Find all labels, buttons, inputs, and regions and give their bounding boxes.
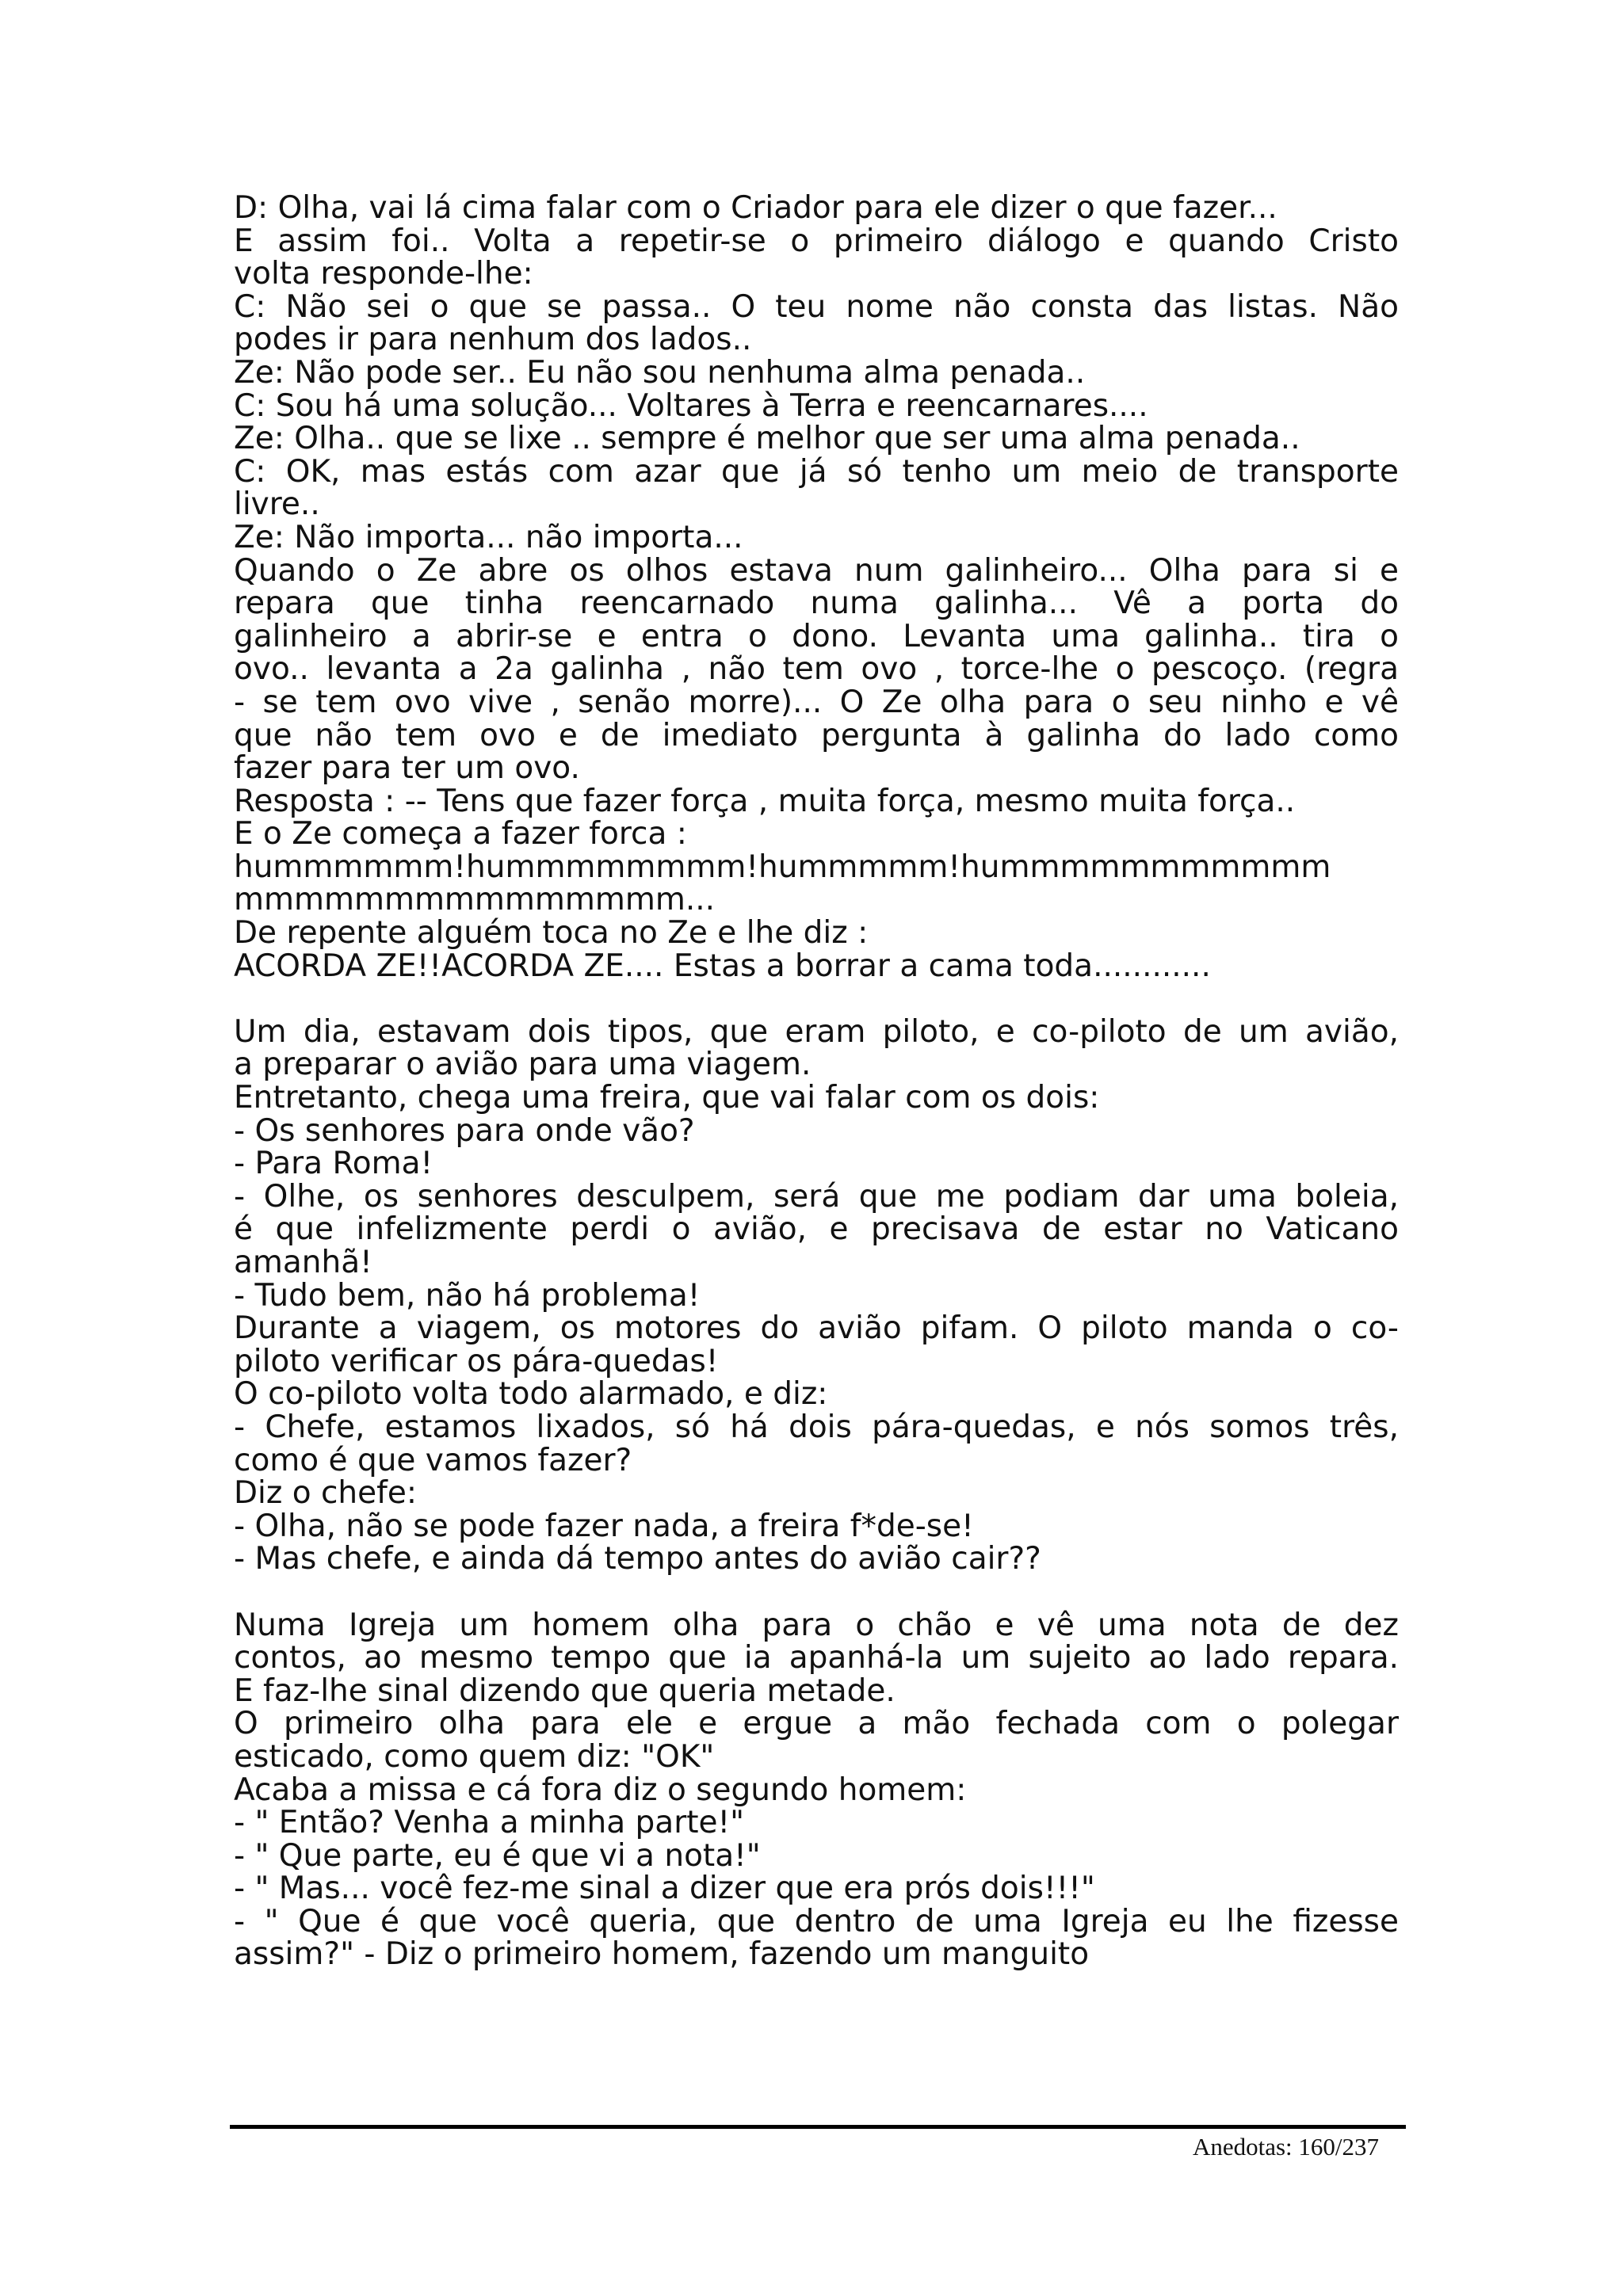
text-line: Resposta : -- Tens que fazer força , muita força, mesmo muita força.. — [234, 783, 1296, 819]
text-line: Um dia, estavam dois tipos, que eram piloto, e co-piloto de um avião, — [234, 1013, 1399, 1050]
text-line: Ze: Não pode ser.. Eu não sou nenhuma alma penada.. — [234, 354, 1086, 391]
text-line: repara que tinha reencarnado numa galinha... Vê a porta do — [234, 585, 1399, 622]
text-line: C: Não sei o que se passa.. O teu nome não consta das listas. Não — [234, 288, 1399, 325]
joke-block — [234, 1609, 1399, 1972]
text-line: ovo.. levanta a 2a galinha , não tem ovo , torce-lhe o pescoço. (regra — [234, 651, 1399, 688]
text-line: piloto verificar os pára-quedas! — [234, 1343, 719, 1379]
page-number: Anedotas: 160/237 — [1192, 2133, 1379, 2161]
text-line: assim?" - Diz o primeiro homem, fazendo um manguito — [234, 1936, 1090, 1973]
text-line: galinheiro a abrir-se e entra o dono. Levanta uma galinha.. tira o — [234, 618, 1399, 654]
text-line: hummmmmm!hummmmmmmm!hummmmm!hummmmmmmmmmm — [234, 849, 1331, 885]
paragraph-gap — [234, 1576, 1399, 1609]
text-line: Numa Igreja um homem olha para o chão e vê uma nota de dez — [234, 1607, 1399, 1643]
text-line: E assim foi.. Volta a repetir-se o primeiro diálogo e quando Cristo — [234, 223, 1399, 259]
joke-block — [234, 1013, 1399, 1577]
text-line: podes ir para nenhum dos lados.. — [234, 322, 752, 358]
text-line: - " Então? Venha a minha parte!" — [234, 1805, 745, 1841]
text-line: C: OK, mas estás com azar que já só tenho um meio de transporte — [234, 453, 1399, 490]
text-line: - Chefe, estamos lixados, só há dois pára-quedas, e nós somos três, — [234, 1409, 1399, 1445]
text-line: - " Que parte, eu é que vi a nota!" — [234, 1837, 761, 1874]
paragraph-gap — [234, 982, 1399, 1016]
text-line: fazer para ter um ovo. — [234, 750, 580, 787]
text-line: C: Sou há uma solução... Voltares à Terra e reencarnares.... — [234, 387, 1148, 424]
text-line: Durante a viagem, os motores do avião pifam. O piloto manda o co- — [234, 1310, 1399, 1347]
text-line: mmmmmmmmmmmmmmm... — [234, 882, 716, 918]
text-line: - Olhe, os senhores desculpem, será que me podiam dar uma boleia, — [234, 1178, 1399, 1215]
text-line: - se tem ovo vive , senão morre)... O Ze olha para o seu ninho e vê — [234, 684, 1399, 720]
text-line: O primeiro olha para ele e ergue a mão fechada com o polegar — [234, 1706, 1399, 1742]
text-line: D: Olha, vai lá cima falar com o Criador para ele dizer o que fazer... — [234, 190, 1277, 226]
text-line: ACORDA ZE!!ACORDA ZE.... Estas a borrar a cama toda............ — [234, 948, 1211, 984]
document-body — [234, 192, 1399, 1971]
text-line: - Os senhores para onde vão? — [234, 1112, 695, 1149]
text-line: contos, ao mesmo tempo que ia apanhá-la um sujeito ao lado repara. — [234, 1640, 1399, 1676]
text-line: Entretanto, chega uma freira, que vai falar com os dois: — [234, 1080, 1100, 1116]
text-line: E o Ze começa a fazer forca : — [234, 816, 687, 852]
text-line: - Olha, não se pode fazer nada, a freira f*de-se! — [234, 1508, 974, 1544]
text-line: Acaba a missa e cá fora diz o segundo homem: — [234, 1772, 967, 1808]
text-line: amanhã! — [234, 1245, 372, 1280]
text-line: - Mas chefe, e ainda dá tempo antes do avião cair?? — [234, 1541, 1041, 1577]
joke-block — [234, 192, 1399, 982]
text-line: Quando o Ze abre os olhos estava num galinheiro... Olha para si e — [234, 552, 1399, 589]
text-line: volta responde-lhe: — [234, 256, 533, 292]
text-line: a preparar o avião para uma viagem. — [234, 1047, 812, 1083]
text-line: Diz o chefe: — [234, 1475, 418, 1512]
text-line: que não tem ovo e de imediato pergunta à galinha do lado como — [234, 717, 1399, 753]
text-line: E faz-lhe sinal dizendo que queria metade. — [234, 1672, 896, 1709]
text-line: como é que vamos fazer? — [234, 1442, 632, 1478]
text-line: é que infelizmente perdi o avião, e precisava de estar no Vaticano — [234, 1211, 1399, 1248]
text-line: - Tudo bem, não há problema! — [234, 1277, 701, 1314]
text-line: esticado, como quem diz: "OK" — [234, 1738, 715, 1775]
text-line: Ze: Olha.. que se lixe .. sempre é melhor que ser uma alma penada.. — [234, 421, 1300, 457]
text-line: - " Mas... você fez-me sinal a dizer que era prós dois!!!" — [234, 1871, 1095, 1907]
text-line: livre.. — [234, 486, 320, 523]
text-line: De repente alguém toca no Ze e lhe diz : — [234, 915, 869, 952]
text-line: O co-piloto volta todo alarmado, e diz: — [234, 1376, 828, 1413]
text-line: - " Que é que você queria, que dentro de uma Igreja eu lhe fizesse — [234, 1903, 1399, 1939]
footer-divider — [230, 2125, 1406, 2129]
text-line: Ze: Não importa... não importa... — [234, 519, 743, 555]
text-line: - Para Roma! — [234, 1146, 433, 1182]
